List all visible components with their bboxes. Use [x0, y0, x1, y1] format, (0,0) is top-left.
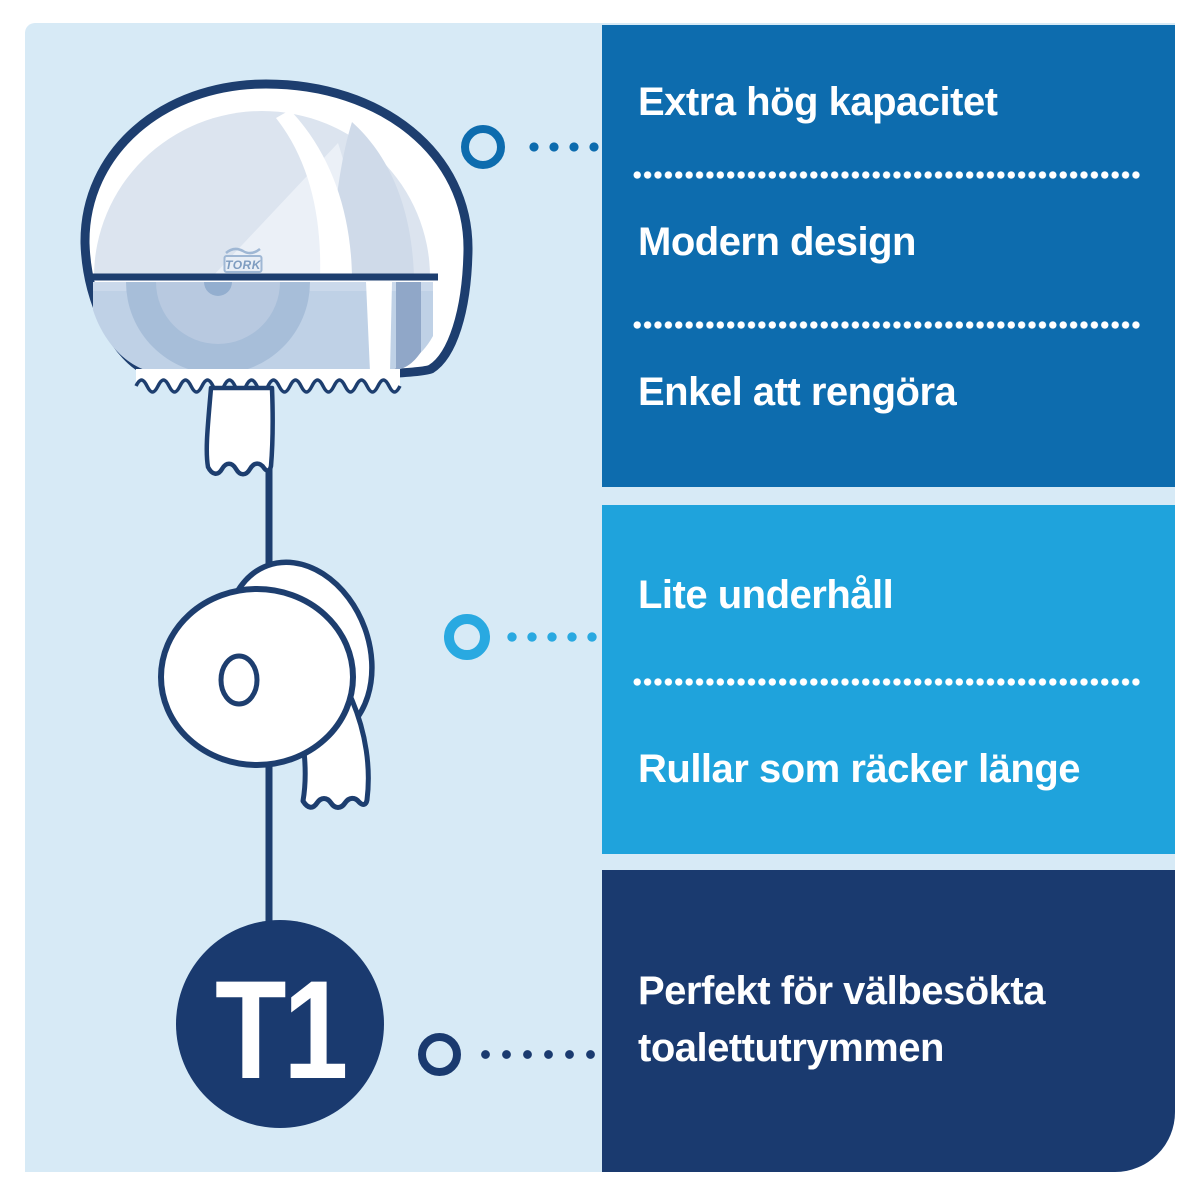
roll-core-hole: [221, 656, 257, 704]
feature-panel-middle: [602, 505, 1175, 854]
feature-text: Rullar som räcker länge: [638, 747, 1081, 791]
feature-text: Lite underhåll: [638, 573, 894, 617]
callout-ring-middle: [444, 614, 490, 660]
t1-system-badge: [176, 920, 384, 1128]
feature-text: Modern design: [638, 220, 916, 264]
dotted-separator: [632, 678, 1141, 686]
feature-panel-bottom: [602, 870, 1175, 1172]
tray-right-shade: [396, 282, 421, 370]
tork-logo-text: TORK: [225, 258, 261, 272]
hanging-paper-strip: [207, 388, 273, 474]
feature-text: Perfekt för välbesökta toalettutrymmen: [638, 969, 1045, 1070]
t1-badge-label: T1: [215, 951, 346, 1108]
feature-text: Extra hög kapacitet: [638, 80, 998, 124]
feature-panel-top: [602, 25, 1175, 487]
callout-ring-top: [461, 125, 505, 169]
callout-ring-bottom: [418, 1033, 461, 1076]
dotted-separator: [632, 321, 1141, 329]
dispenser-illustration: [85, 84, 468, 474]
callout-dots-top: [524, 142, 604, 152]
callout-dots-bottom: [475, 1050, 603, 1059]
callout-dots-middle: [502, 632, 604, 642]
dotted-separator: [632, 171, 1141, 179]
toilet-roll-illustration: [161, 542, 396, 808]
feature-text: Enkel att rengöra: [638, 370, 957, 414]
tray-highlight-band: [366, 282, 392, 372]
